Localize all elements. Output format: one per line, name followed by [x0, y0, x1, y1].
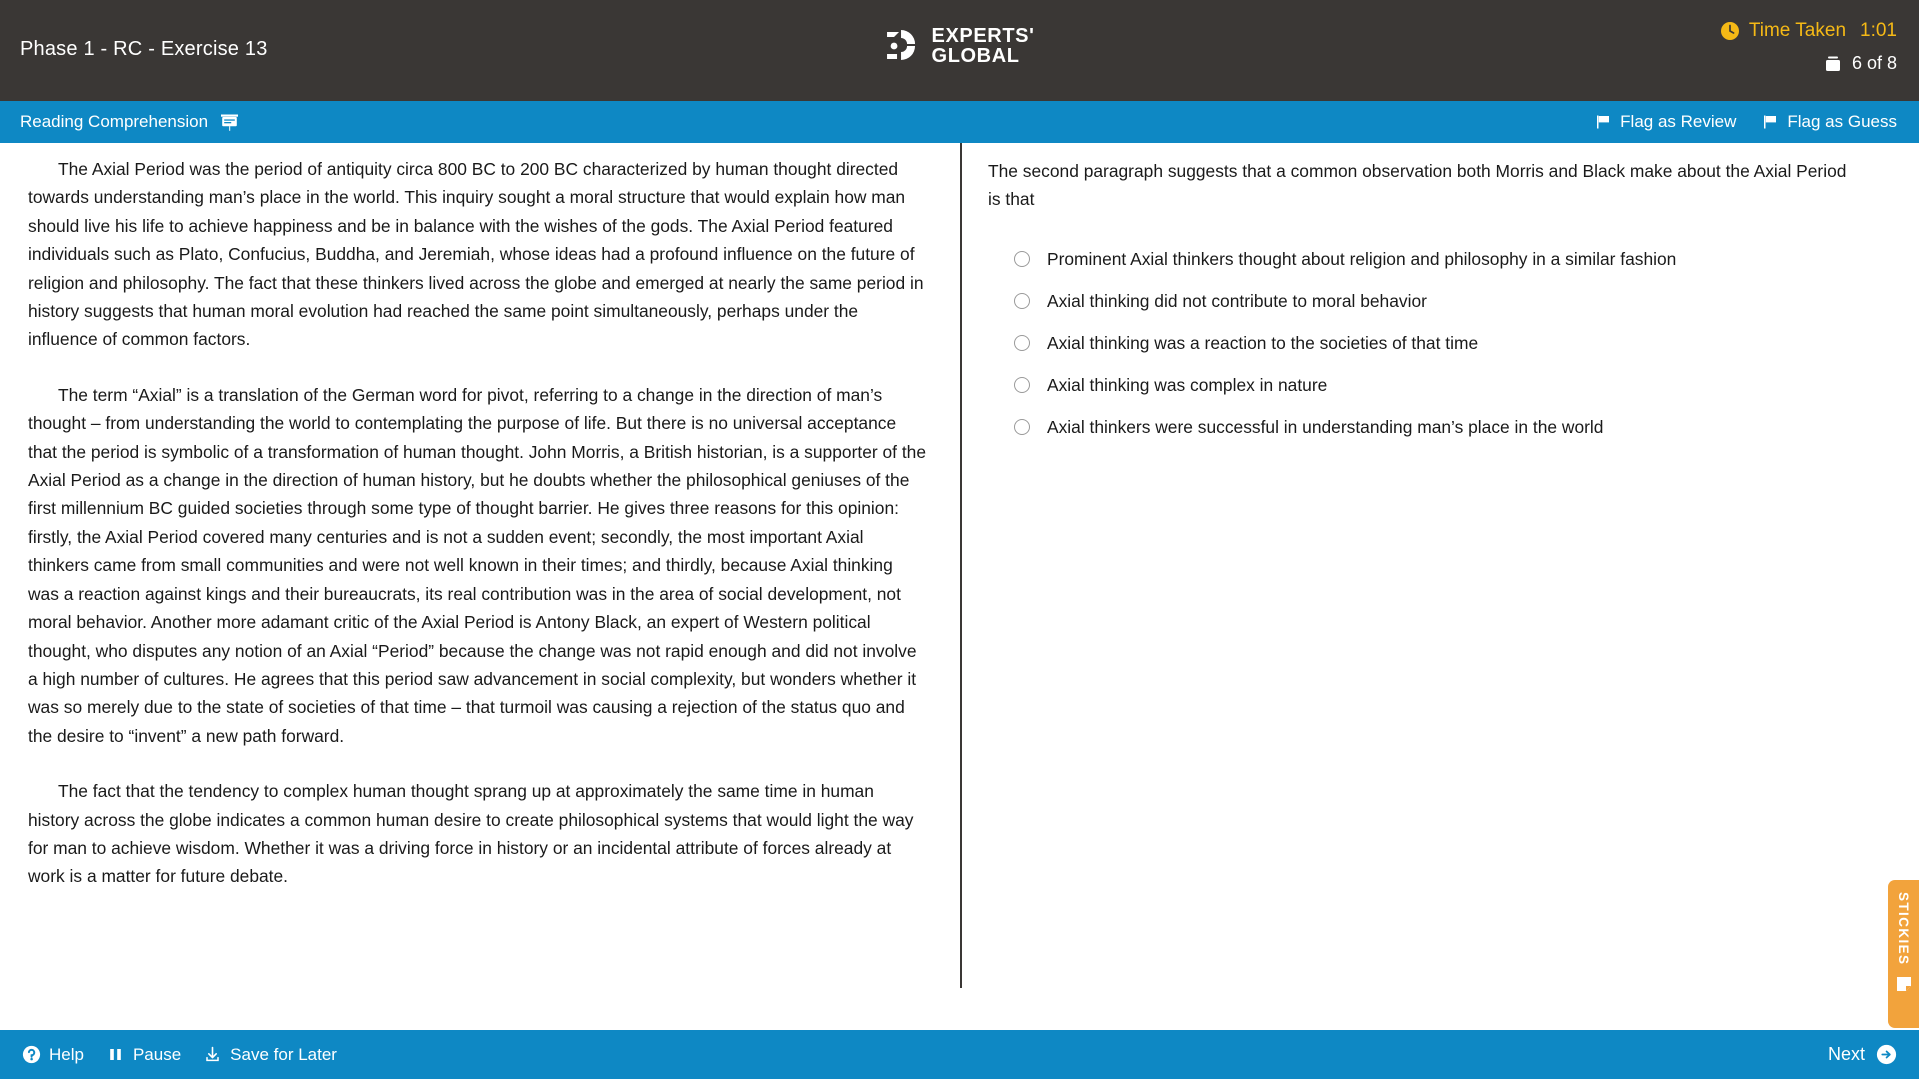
flag-icon: [1595, 114, 1611, 130]
answer-option-label: Axial thinking did not contribute to moral behavior: [1047, 290, 1427, 311]
answer-option-label: Axial thinking was complex in nature: [1047, 374, 1328, 395]
reading-passage-pane: [0, 143, 958, 1030]
top-header-bar: [0, 0, 1919, 101]
answer-option-label: Axial thinking was a reaction to the societies of that time: [1047, 332, 1479, 353]
radio-button[interactable]: [1014, 419, 1030, 435]
flag-as-review-label: Flag as Review: [1620, 112, 1737, 131]
section-title: Reading Comprehension: [20, 112, 209, 131]
download-arrow-icon: [203, 1045, 222, 1064]
question-progress-row: [1720, 53, 1897, 74]
save-for-later-button[interactable]: [203, 1045, 337, 1065]
time-taken-value: 1:01: [1860, 20, 1897, 41]
flag-as-review-button[interactable]: [1595, 112, 1736, 132]
flag-as-guess-button[interactable]: [1762, 112, 1897, 132]
answer-options-list: [988, 247, 1849, 439]
arrow-right-circle-icon: [1876, 1044, 1897, 1065]
card-stack-icon: [1823, 54, 1843, 74]
pause-label: Pause: [132, 1044, 182, 1064]
time-taken-label: Time Taken: [1748, 20, 1847, 41]
experts-global-logo-icon: [885, 28, 921, 64]
brand-name-line1: EXPERTS': [931, 25, 1035, 47]
footer-left-actions: [22, 1030, 337, 1079]
radio-button[interactable]: [1014, 251, 1030, 267]
brand-name-line2: GLOBAL: [931, 45, 1020, 67]
question-progress-value: 6 of 8: [1851, 53, 1897, 73]
main-content-area: [0, 143, 1919, 1030]
time-taken-row: [1720, 20, 1897, 42]
next-label: Next: [1827, 1044, 1865, 1064]
answer-option-2[interactable]: [1014, 289, 1849, 313]
radio-button[interactable]: [1014, 335, 1030, 351]
sticky-note-icon: [1895, 975, 1913, 993]
radio-button[interactable]: [1014, 293, 1030, 309]
answer-option-5[interactable]: [1014, 415, 1849, 439]
stickies-tab[interactable]: [1888, 880, 1919, 1028]
section-bar: [0, 101, 1919, 143]
question-pane: [962, 143, 1919, 1030]
presentation-board-icon: [219, 112, 240, 133]
pause-icon: [106, 1045, 125, 1064]
timer-and-progress: [1720, 20, 1897, 74]
flag-actions: [1595, 101, 1897, 143]
flag-as-guess-label: Flag as Guess: [1787, 112, 1897, 131]
stickies-label: STICKIES: [1896, 892, 1911, 966]
passage-paragraph-3: The fact that the tendency to complex human thought sprang up at approximately the same time in human history across the globe indicates a common human desire to create philosophical systems that would light the way for man to achieve wisdom. Whether it was a driving force in history or an incidental attribute of forces already at work is a matter for future debate.: [28, 781, 914, 887]
question-stem: The second paragraph suggests that a common observation both Morris and Black make about the Axial Period is that: [988, 161, 1847, 210]
footer-toolbar: [0, 1030, 1919, 1079]
pause-button[interactable]: [106, 1045, 181, 1065]
answer-option-4[interactable]: [1014, 373, 1849, 397]
answer-option-3[interactable]: [1014, 331, 1849, 355]
next-button[interactable]: [1828, 1030, 1897, 1079]
save-for-later-label: Save for Later: [230, 1044, 337, 1064]
section-title-group: [20, 101, 240, 143]
answer-option-1[interactable]: [1014, 247, 1849, 271]
passage-paragraph-1: The Axial Period was the period of antiquity circa 800 BC to 200 BC characterized by human thought directed towards understanding man’s place in the world. This inquiry sought a moral structure that would explain how man should live his life to achieve happiness and be in balance with the wishes of the gods. The Axial Period featured individuals such as Plato, Confucius, Buddha, and Jeremiah, whose ideas had a profound influence on the future of religion and philosophy. The fact that these thinkers lived across the globe and emerged at nearly the same period in history suggests that human moral evolution had reached the same point simultaneously, perhaps under the influence of common factors.: [28, 159, 924, 350]
passage-paragraph-2: The term “Axial” is a translation of the German word for pivot, referring to a change in the direction of man’s thought – from understanding the world to contemplating the purpose of life. But there is no universal acceptance that the period is symbolic of a transformation of human thought. John Morris, a British historian, is a supporter of the Axial Period as a change in the direction of human history, but he doubts whether the philosophical geniuses of the first millennium BC guided societies through some type of thought barrier. He gives three reasons for this opinion: firstly, the Axial Period covered many centuries and is not a sudden event; secondly, the most important Axial thinkers came from small communities and were not well known in their times; and thirdly, because Axial thinking was a reaction against kings and their bureaucrats, its real contribution was in the area of social development, not moral behavior. Another more adamant critic of the Axial Period is Antony Black, an expert of Western political thought, who disputes any notion of an Axial “Period” because the change was not rapid enough and did not involve a high number of cultures. He agrees that this period saw advancement in social complexity, but wonders whether it was so merely due to the state of societies of that time – that turmoil was causing a rejection of the status quo and the desire to “invent” a new path forward.: [28, 384, 926, 746]
clock-icon: [1720, 21, 1740, 41]
brand-logo: [885, 26, 1035, 66]
exercise-title: Phase 1 - RC - Exercise 13: [20, 38, 268, 60]
answer-option-label: Axial thinkers were successful in understanding man’s place in the world: [1047, 416, 1604, 437]
help-button[interactable]: [22, 1045, 84, 1065]
question-circle-icon: [22, 1045, 41, 1064]
radio-button[interactable]: [1014, 377, 1030, 393]
help-label: Help: [49, 1044, 84, 1064]
flag-icon: [1762, 114, 1778, 130]
answer-option-label: Prominent Axial thinkers thought about religion and philosophy in a similar fashion: [1047, 248, 1677, 269]
